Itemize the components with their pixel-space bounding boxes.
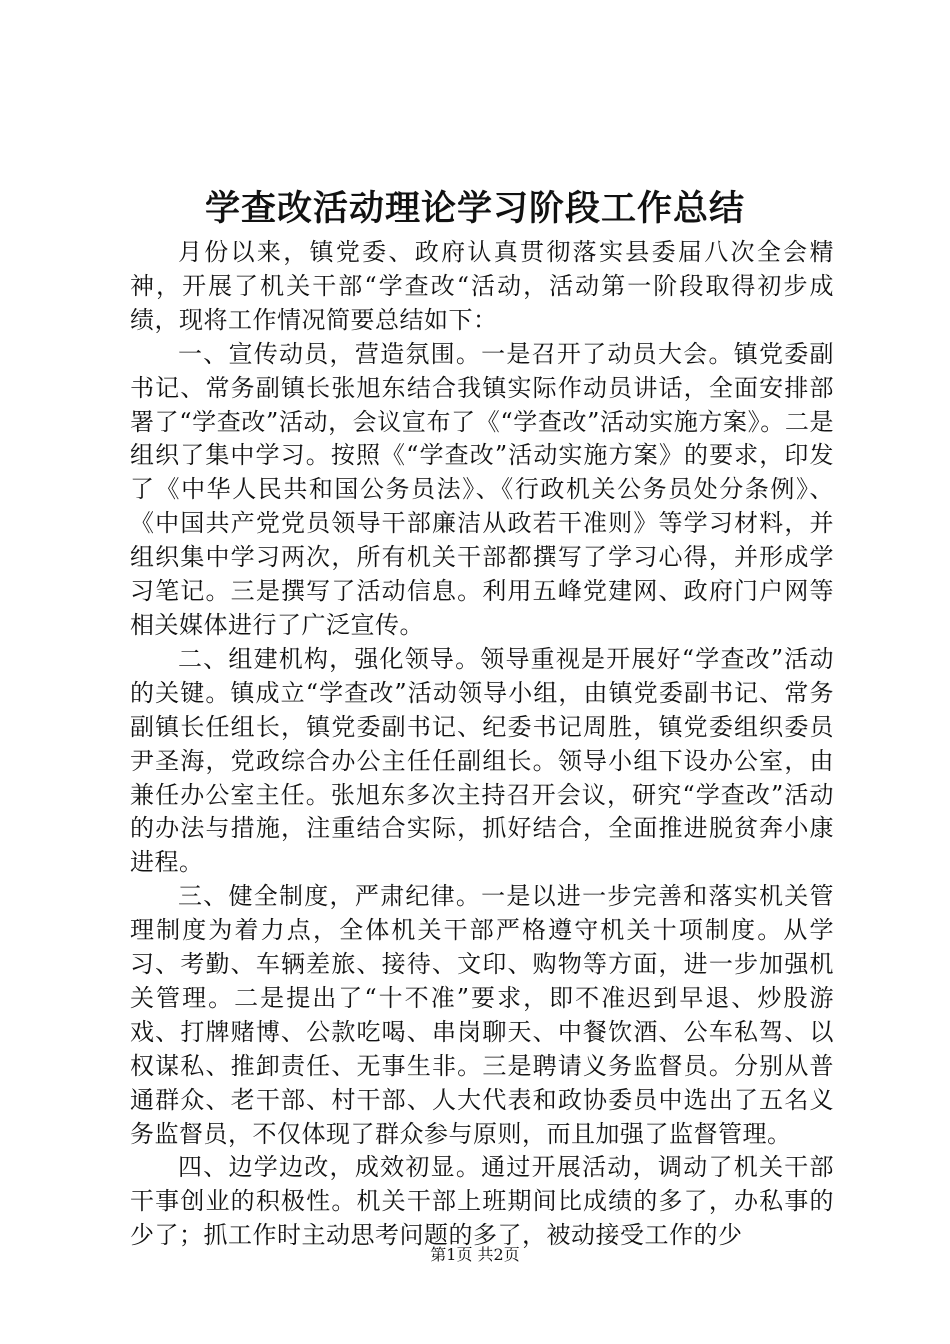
paragraph-section-1: 一、宣传动员，营造氛围。一是召开了动员大会。镇党委副书记、常务副镇长张旭东结合我镇实际作动员讲话，全面安排部署了“学查改”活动，会议宣布了《“学查改”活动实施方案》。二是组织了集中学习。按照《“学查改”活动实施方案》的要求，印发了《中华人民共和国公务员法》、《行政机关公务员处分条例》、《中国共产党党员领导干部廉洁从政若干准则》等学习材料，并组织集中学习两次，所有机关干部都撰写了学习心得，并形成学习笔记。三是撰写了活动信息。利用五峰党建网、政府门户网等相关媒体进行了广泛宣传。 — [130, 339, 834, 639]
paragraph-intro: 月份以来，镇党委、政府认真贯彻落实县委届八次全会精神，开展了机关干部“学查改“活动，活动第一阶段取得初步成绩，现将工作情况简要总结如下： — [130, 238, 834, 334]
page-footer: 第1页 共2页 — [430, 1245, 520, 1264]
document-title: 学查改活动理论学习阶段工作总结 — [204, 188, 745, 229]
paragraph-section-3: 三、健全制度，严肃纪律。一是以进一步完善和落实机关管理制度为着力点，全体机关干部严格遵守机关十项制度。从学习、考勤、车辆差旅、接待、文印、购物等方面，进一步加强机关管理。二是提出了“十不准”要求，即不准迟到早退、炒股游戏、打牌赌博、公款吃喝、串岗聊天、中餐饮酒、公车私驾、以权谋私、推卸责任、无事生非。三是聘请义务监督员。分别从普通群众、老干部、村干部、人大代表和政协委员中选出了五名义务监督员，不仅体现了群众参与原则，而且加强了监督管理。 — [130, 882, 834, 1148]
paragraph-section-2: 二、组建机构，强化领导。领导重视是开展好“学查改”活动的关键。镇成立“学查改”活动领导小组，由镇党委副书记、常务副镇长任组长，镇党委副书记、纪委书记周胜，镇党委组织委员尹圣海，党政综合办公主任任副组长。领导小组下设办公室，由兼任办公室主任。张旭东多次主持召开会议，研究“学查改”活动的办法与措施，注重结合实际，抓好结合，全面推进脱贫奔小康进程。 — [130, 644, 834, 877]
paragraph-section-4: 四、边学边改，成效初显。通过开展活动，调动了机关干部干事创业的积极性。机关干部上班期间比成绩的多了，办私事的少了；抓工作时主动思考问题的多了，被动接受工作的少 — [130, 1153, 834, 1250]
document-body — [130, 236, 834, 1253]
